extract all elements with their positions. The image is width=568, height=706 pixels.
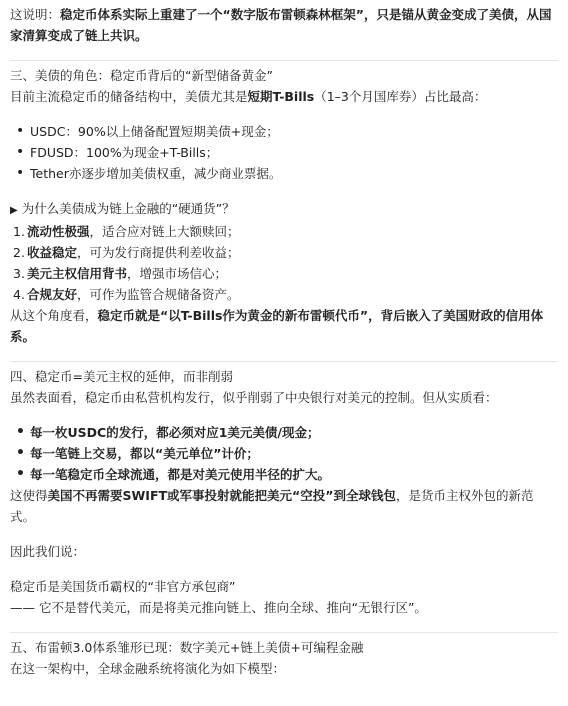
intro-prefix: 这说明： <box>10 7 61 22</box>
quote-line-1: 稳定币是美国货币霸权的“非官方承包商” <box>10 579 236 594</box>
section3-lead-bold: 短期T-Bills <box>247 89 315 104</box>
list-item: • 每一枚USDC的发行，都必须对应1美元美债/现金； <box>16 422 558 443</box>
section5-lead: 在这一架构中，全球金融系统将演化为如下模型： <box>10 661 286 676</box>
list-item <box>13 263 558 284</box>
reason-rest: ，可作为监管合规储备资产。 <box>77 287 240 302</box>
reason-rest: ，增强市场信心； <box>127 266 228 281</box>
reason-num: 3. <box>13 266 25 281</box>
list-item: • 每一笔链上交易，都以“美元单位”计价； <box>16 443 558 464</box>
list-item: • Tether亦逐步增加美债权重，减少商业票据。 <box>16 163 558 184</box>
summary-suffix: ，是货币主权外包的新范式。 <box>10 488 534 524</box>
conclusion-prefix: 从这个角度看， <box>10 308 98 323</box>
therefore-text: 因此我们说： <box>10 544 86 559</box>
reason-num: 1. <box>13 224 25 239</box>
intro-paragraph <box>10 4 558 46</box>
quote-line-2: —— 它不是替代美元，而是将美元推向链上、推向全球、推向“无银行区”。 <box>10 600 427 615</box>
section3-lead <box>10 86 558 107</box>
section3-conclusion <box>10 305 558 347</box>
intro-bold: 稳定币体系实际上重建了一个“数字版布雷顿森林框架”，只是锚从黄金变成了美债，从国家清算变成了链上共识。 <box>10 7 552 43</box>
reasons-list <box>10 221 558 305</box>
section3-bullets <box>10 121 558 184</box>
section4-bullets <box>10 422 558 485</box>
reason-rest: ，适合应对链上大额赎回； <box>89 224 240 239</box>
section3-lead-suffix: （1–3个月国库券）占比最高： <box>314 89 487 104</box>
reason-num: 2. <box>13 245 25 260</box>
section3-lead-prefix: 目前主流稳定币的储备结构中，美债尤其是 <box>10 89 248 104</box>
reason-bold: 流动性极强 <box>27 224 90 239</box>
question-text: 为什么美债成为链上金融的“硬通货”？ <box>21 201 235 216</box>
section4-title: 四、稳定币=美元主权的延伸，而非削弱 <box>10 361 558 387</box>
conclusion-bold: 稳定币就是“以T-Bills作为黄金的新布雷顿代币”，背后嵌入了美国财政的信用体系。 <box>10 308 544 344</box>
section5-title: 五、布雷顿3.0体系雏形已现：数字美元+链上美债+可编程金融 <box>10 632 558 658</box>
reason-bold: 收益稳定 <box>27 245 78 260</box>
section4-summary <box>10 485 558 527</box>
list-item <box>13 284 558 305</box>
summary-prefix: 这使得 <box>10 488 48 503</box>
reason-bold: 美元主权信用背书 <box>27 266 128 281</box>
summary-bold: 美国不再需要SWIFT或军事投射就能把美元“空投”到全球钱包 <box>47 488 396 503</box>
section4-lead: 虽然表面看，稳定币由私营机构发行，似乎削弱了中央银行对美元的控制。但从实质看： <box>10 390 498 405</box>
list-item: • USDC：90%以上储备配置短期美债+现金； <box>16 121 558 142</box>
list-item: • FDUSD：100%为现金+T-Bills； <box>16 142 558 163</box>
list-item <box>13 221 558 242</box>
list-item <box>13 242 558 263</box>
reason-num: 4. <box>13 287 25 302</box>
reason-bold: 合规友好 <box>27 287 78 302</box>
list-item: • 每一笔稳定币全球流通，都是对美元使用半径的扩大。 <box>16 464 558 485</box>
section3-question <box>10 198 558 221</box>
section3-title: 三、美债的角色：稳定币背后的“新型储备黄金” <box>10 60 558 86</box>
reason-rest: ，可为发行商提供利差收益； <box>77 245 240 260</box>
triangle-right-icon: ▶ <box>10 205 18 216</box>
